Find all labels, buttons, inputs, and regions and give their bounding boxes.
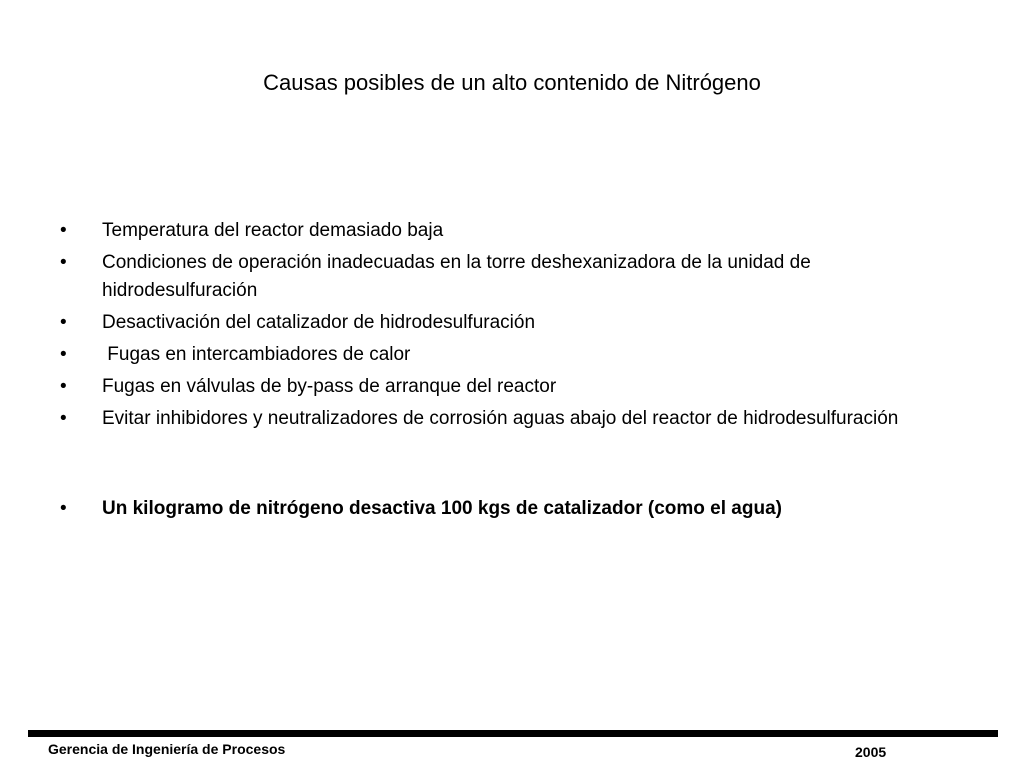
bullet-item [58, 373, 958, 401]
bullet-item [58, 249, 958, 305]
highlight-bullet-text: Un kilogramo de nitrógeno desactiva 100 kgs de catalizador (como el agua) [102, 498, 782, 519]
bullet-item [58, 217, 958, 245]
bullet-dot-icon: • [60, 376, 67, 397]
bullet-text: Fugas en válvulas de by-pass de arranque del reactor [102, 376, 557, 397]
bullet-item [58, 309, 958, 337]
bullet-text: Temperatura del reactor demasiado baja [102, 220, 444, 241]
footer-divider [28, 730, 998, 737]
bullet-dot-icon: • [60, 344, 67, 365]
footer-year: 2005 [855, 744, 887, 760]
bullet-dot-icon: • [60, 252, 67, 273]
bullet-text: Condiciones de operación inadecuadas en la torre deshexanizadora de la unidad de hidrodesulfuración [102, 252, 811, 301]
highlight-bullet-item [58, 495, 958, 523]
bullet-item [58, 405, 958, 433]
slide-title: Causas posibles de un alto contenido de Nitrógeno [263, 70, 761, 95]
bullet-text: Evitar inhibidores y neutralizadores de corrosión aguas abajo del reactor de hidrodesulfuración [102, 408, 899, 429]
bullet-list [58, 217, 958, 527]
bullet-dot-icon: • [60, 498, 67, 519]
bullet-dot-icon: • [60, 312, 67, 333]
bullet-text: Fugas en intercambiadores de calor [102, 344, 411, 365]
bullet-item [58, 341, 958, 369]
footer-department: Gerencia de Ingeniería de Procesos [48, 741, 286, 757]
bullet-dot-icon: • [60, 408, 67, 429]
bullet-dot-icon: • [60, 220, 67, 241]
bullet-text: Desactivación del catalizador de hidrodesulfuración [102, 312, 536, 333]
